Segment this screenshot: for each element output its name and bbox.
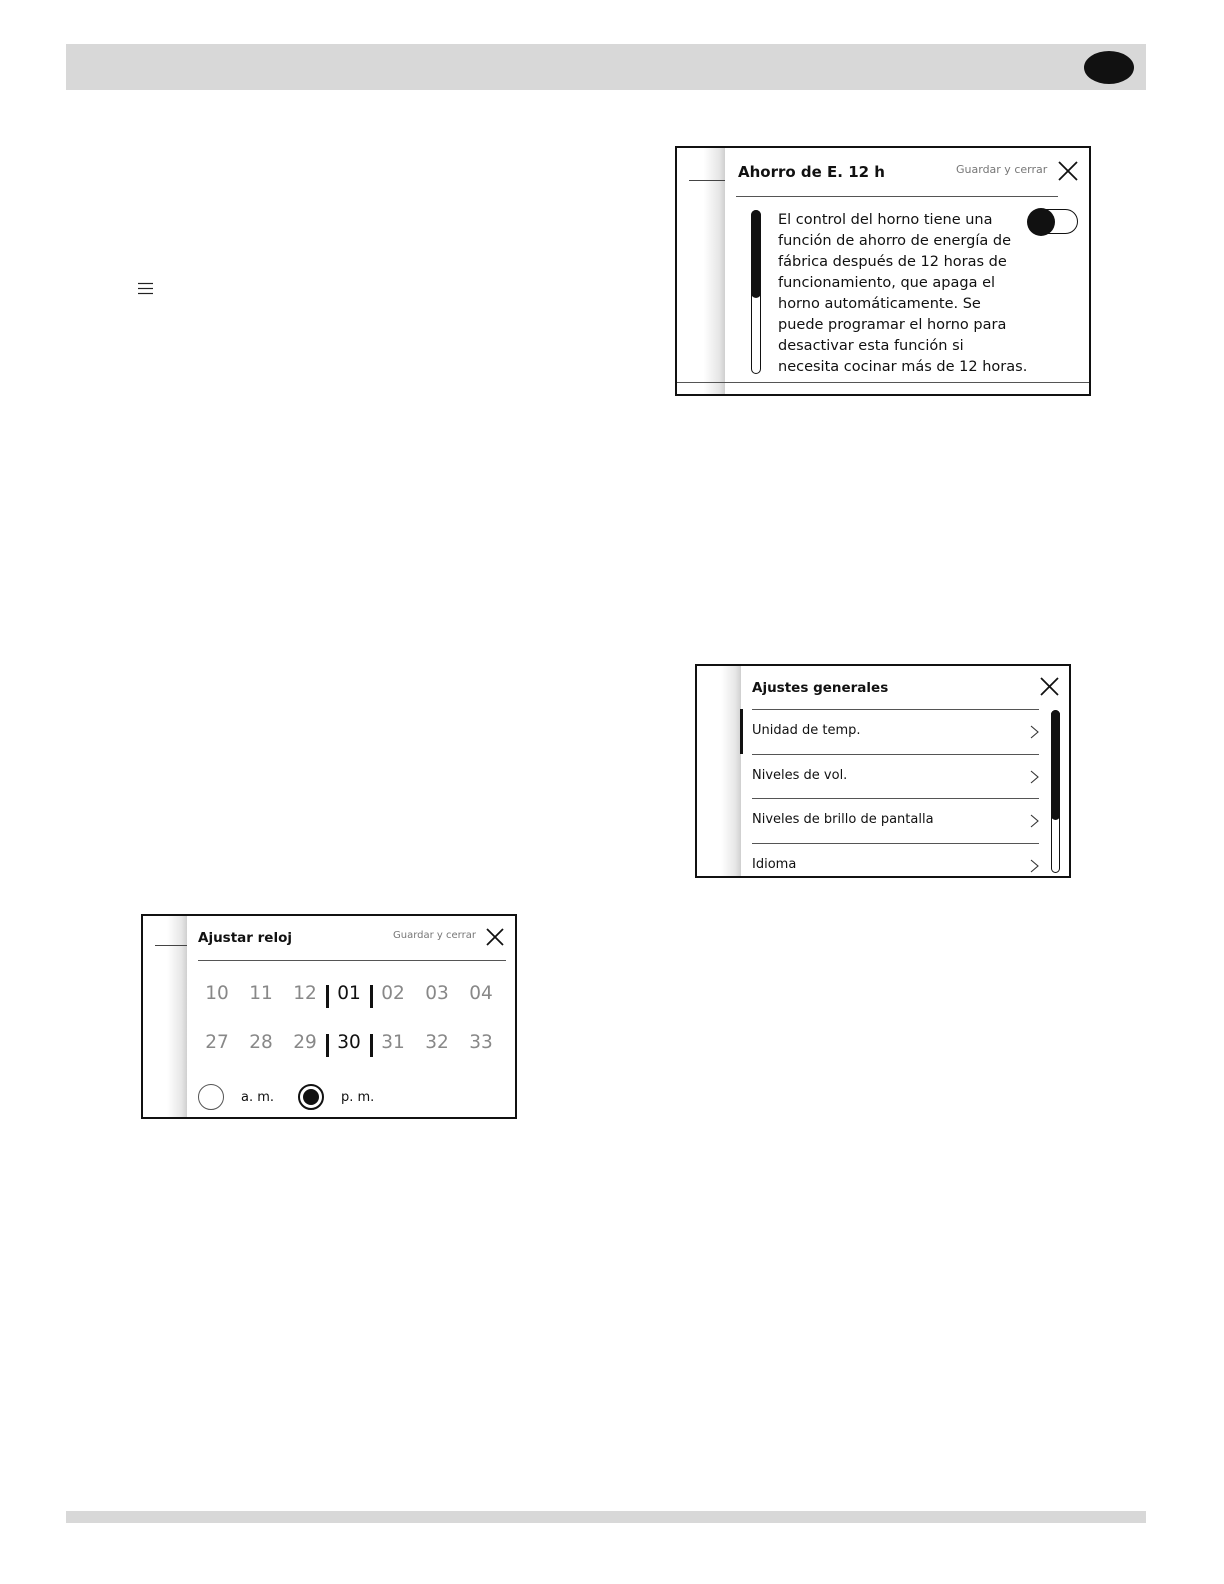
chevron-right-icon (1030, 725, 1039, 739)
set-clock-panel (141, 914, 517, 1119)
hour-value[interactable]: 10 (205, 983, 229, 1004)
settings-item-volume[interactable] (752, 754, 1039, 799)
bottom-divider (677, 382, 1089, 383)
settings-list (752, 709, 1039, 878)
panel-title: Ajustar reloj (198, 930, 292, 946)
save-and-close-button[interactable]: Guardar y cerrar (393, 930, 476, 941)
minute-value[interactable]: 33 (469, 1032, 493, 1053)
settings-item-brightness[interactable] (752, 798, 1039, 843)
panel-title: Ahorro de E. 12 h (738, 163, 885, 181)
title-divider (736, 196, 1058, 197)
description-text: El control del horno tiene una función de ahorro de energía de fábrica después de 12 horas de funcionamiento, que apaga el horno automáticamente. Se puede programar el horno para desactivar esta función si necesita cocinar más de 12 horas. (778, 212, 1028, 375)
minute-value[interactable]: 29 (293, 1032, 317, 1053)
scrollbar-thumb[interactable] (1051, 710, 1060, 820)
save-and-close-button[interactable]: Guardar y cerrar (956, 163, 1048, 176)
selection-marker (326, 1034, 329, 1057)
settings-item-label: Niveles de vol. (752, 767, 848, 783)
close-icon[interactable] (485, 927, 505, 947)
selection-marker (370, 985, 373, 1008)
panel-shade (697, 666, 741, 876)
panel-title: Ajustes generales (752, 680, 889, 696)
settings-item-label: Idioma (752, 856, 797, 872)
hour-value[interactable]: 02 (381, 983, 405, 1004)
hour-value[interactable]: 11 (249, 983, 273, 1004)
hour-value[interactable]: 01 (337, 983, 361, 1004)
toggle-knob (1027, 208, 1055, 236)
close-icon[interactable] (1057, 160, 1079, 182)
general-settings-panel (695, 664, 1071, 878)
minute-value[interactable]: 30 (337, 1032, 361, 1053)
chevron-right-icon (1030, 859, 1039, 873)
close-icon[interactable] (1039, 676, 1060, 697)
panel-shade (677, 148, 725, 394)
am-label: a. m. (241, 1090, 275, 1105)
hour-value[interactable]: 04 (469, 983, 493, 1004)
minute-picker[interactable] (197, 1032, 507, 1058)
pm-radio[interactable] (298, 1084, 324, 1110)
minute-value[interactable]: 28 (249, 1032, 273, 1053)
shade-divider (155, 945, 187, 946)
active-item-indicator (740, 709, 743, 754)
panel-shade (143, 916, 187, 1117)
shade-divider (689, 180, 725, 181)
settings-item-label: Unidad de temp. (752, 723, 861, 738)
selection-marker (370, 1034, 373, 1057)
header-bar (66, 44, 1146, 90)
energy-saving-panel (675, 146, 1091, 396)
pm-label: p. m. (341, 1090, 375, 1105)
hour-value[interactable]: 03 (425, 983, 449, 1004)
settings-item-label: Niveles de brillo de pantalla (752, 812, 934, 827)
header-badge (1084, 51, 1134, 84)
hour-picker[interactable] (197, 983, 507, 1009)
title-divider (198, 960, 506, 961)
minute-value[interactable]: 27 (205, 1032, 229, 1053)
menu-icon (138, 282, 153, 295)
energy-saving-toggle[interactable] (1028, 209, 1078, 234)
footer-bar (66, 1511, 1146, 1523)
selection-marker (326, 985, 329, 1008)
minute-value[interactable]: 32 (425, 1032, 449, 1053)
am-radio[interactable] (198, 1084, 224, 1110)
chevron-right-icon (1030, 814, 1039, 828)
settings-item-temp-unit[interactable] (752, 709, 1039, 754)
settings-item-language[interactable] (752, 843, 1039, 879)
chevron-right-icon (1030, 770, 1039, 784)
scrollbar-thumb[interactable] (751, 210, 761, 298)
hour-value[interactable]: 12 (293, 983, 317, 1004)
minute-value[interactable]: 31 (381, 1032, 405, 1053)
